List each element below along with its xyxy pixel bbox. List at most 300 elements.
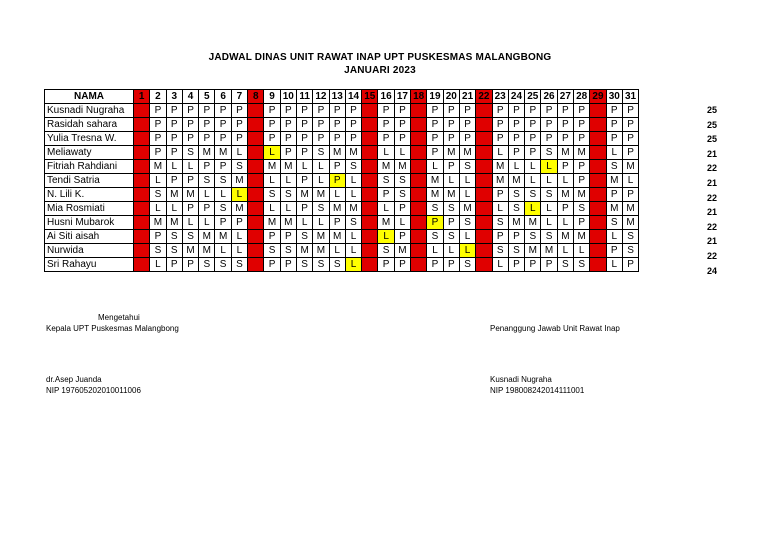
shift-cell: L xyxy=(525,174,541,188)
shift-cell: S xyxy=(166,244,182,258)
shift-cell: P xyxy=(166,118,182,132)
shift-cell: S xyxy=(443,230,459,244)
shift-cell: P xyxy=(329,118,345,132)
shift-cell: M xyxy=(134,202,150,216)
shift-cell: P xyxy=(166,174,182,188)
shift-cell: S xyxy=(378,174,394,188)
shift-cell: L xyxy=(345,258,361,272)
shift-cell: P xyxy=(264,104,280,118)
shift-cell: P xyxy=(134,244,150,258)
shift-cell: L xyxy=(215,188,231,202)
shift-cell: L xyxy=(362,202,378,216)
shift-cell: M xyxy=(280,216,296,230)
mengetahui-label: Mengetahui xyxy=(98,313,140,322)
shift-cell: P xyxy=(606,244,622,258)
shift-cell: L xyxy=(134,230,150,244)
shift-cell: S xyxy=(215,174,231,188)
shift-cell: L xyxy=(362,118,378,132)
shift-cell: S xyxy=(492,216,508,230)
shift-cell: M xyxy=(150,160,166,174)
shift-cell: M xyxy=(215,146,231,160)
staff-name: Yulia Tresna W. xyxy=(45,132,134,146)
shift-cell: M xyxy=(378,216,394,230)
shift-cell: L xyxy=(280,174,296,188)
shift-cell: S xyxy=(606,160,622,174)
shift-cell: L xyxy=(182,160,198,174)
shift-cell: S xyxy=(476,216,492,230)
staff-name: Meliawaty xyxy=(45,146,134,160)
shift-cell: P xyxy=(166,146,182,160)
shift-cell: L xyxy=(459,244,475,258)
shift-cell: L xyxy=(427,160,443,174)
day-header: 4 xyxy=(182,90,198,104)
shift-cell: L xyxy=(590,104,606,118)
shift-cell: P xyxy=(459,132,475,146)
shift-cell: S xyxy=(508,202,524,216)
shift-cell: M xyxy=(296,188,312,202)
shift-cell: P xyxy=(443,118,459,132)
shift-cell: P xyxy=(329,216,345,230)
shift-cell: S xyxy=(541,146,557,160)
shift-cell: P xyxy=(574,132,590,146)
shift-cell: L xyxy=(182,216,198,230)
shift-cell: S xyxy=(622,230,638,244)
shift-cell: P xyxy=(525,132,541,146)
shift-cell: P xyxy=(296,104,312,118)
shift-cell: P xyxy=(508,118,524,132)
shift-cell: L xyxy=(525,160,541,174)
shift-cell: S xyxy=(622,244,638,258)
shift-cell: P xyxy=(182,118,198,132)
shift-cell: P xyxy=(215,216,231,230)
shift-cell: S xyxy=(150,188,166,202)
shift-cell: L xyxy=(248,146,264,160)
shift-cell: L xyxy=(443,174,459,188)
shift-cell: M xyxy=(557,230,573,244)
row-total: 25 xyxy=(707,119,718,130)
shift-cell: L xyxy=(411,216,427,230)
shift-cell: L xyxy=(459,188,475,202)
shift-cell: L xyxy=(606,146,622,160)
shift-cell: S xyxy=(313,258,329,272)
shift-cell: L xyxy=(231,146,247,160)
shift-cell: M xyxy=(362,216,378,230)
shift-cell: S xyxy=(134,258,150,272)
shift-cell: S xyxy=(492,244,508,258)
shift-cell: S xyxy=(166,230,182,244)
shift-cell: L xyxy=(378,202,394,216)
shift-cell: S xyxy=(508,244,524,258)
shift-cell: S xyxy=(590,160,606,174)
pj-name: Kusnadi Nugraha xyxy=(490,375,552,384)
shift-cell: S xyxy=(215,258,231,272)
shift-cell: S xyxy=(590,258,606,272)
table-row xyxy=(45,174,639,188)
shift-cell: P xyxy=(411,146,427,160)
shift-cell: P xyxy=(199,160,215,174)
shift-cell: S xyxy=(411,202,427,216)
table-row xyxy=(45,118,639,132)
shift-cell: L xyxy=(215,244,231,258)
shift-cell: M xyxy=(606,174,622,188)
header-row xyxy=(45,90,639,104)
table-row xyxy=(45,244,639,258)
day-header: 8 xyxy=(248,90,264,104)
shift-cell: L xyxy=(411,104,427,118)
shift-cell: L xyxy=(329,244,345,258)
day-header: 30 xyxy=(606,90,622,104)
shift-cell: P xyxy=(622,258,638,272)
shift-cell: S xyxy=(443,202,459,216)
table-row xyxy=(45,132,639,146)
day-header: 25 xyxy=(525,90,541,104)
shift-cell: P xyxy=(248,188,264,202)
shift-cell: P xyxy=(329,104,345,118)
shift-cell: P xyxy=(508,258,524,272)
shift-cell: S xyxy=(199,174,215,188)
shift-cell: L xyxy=(313,174,329,188)
day-header: 13 xyxy=(329,90,345,104)
shift-cell: M xyxy=(313,244,329,258)
shift-cell: P xyxy=(329,160,345,174)
table-row xyxy=(45,104,639,118)
pj-nip: NIP 198008242014111001 xyxy=(490,386,585,395)
shift-cell: L xyxy=(134,104,150,118)
shift-cell: M xyxy=(378,160,394,174)
day-header: 1 xyxy=(134,90,150,104)
shift-cell: S xyxy=(280,188,296,202)
table-row xyxy=(45,188,639,202)
shift-cell: P xyxy=(492,118,508,132)
shift-cell: S xyxy=(541,188,557,202)
shift-cell: P xyxy=(574,118,590,132)
shift-cell: S xyxy=(264,244,280,258)
shift-cell: M xyxy=(525,216,541,230)
shift-cell: L xyxy=(443,244,459,258)
shift-cell: S xyxy=(345,160,361,174)
shift-cell: S xyxy=(508,188,524,202)
shift-cell: S xyxy=(459,160,475,174)
shift-cell: P xyxy=(541,104,557,118)
shift-cell: L xyxy=(541,160,557,174)
shift-cell: P xyxy=(296,146,312,160)
shift-cell: P xyxy=(199,118,215,132)
shift-cell: P xyxy=(394,132,410,146)
row-total: 22 xyxy=(707,221,718,232)
shift-cell: P xyxy=(525,104,541,118)
shift-cell: L xyxy=(362,230,378,244)
shift-cell: L xyxy=(134,132,150,146)
shift-cell: M xyxy=(248,174,264,188)
shift-cell: P xyxy=(525,258,541,272)
shift-cell: L xyxy=(313,216,329,230)
day-header: 12 xyxy=(313,90,329,104)
shift-cell: L xyxy=(590,230,606,244)
shift-cell: P xyxy=(313,118,329,132)
shift-cell: L xyxy=(476,104,492,118)
shift-cell: P xyxy=(329,174,345,188)
shift-cell: P xyxy=(231,216,247,230)
shift-cell: P xyxy=(296,174,312,188)
shift-cell: L xyxy=(411,118,427,132)
shift-cell: P xyxy=(280,132,296,146)
row-total: 21 xyxy=(707,236,718,247)
shift-cell: P xyxy=(606,132,622,146)
shift-cell: L xyxy=(557,174,573,188)
document-subtitle: JANUARI 2023 xyxy=(344,65,416,76)
shift-cell: L xyxy=(248,118,264,132)
shift-cell: M xyxy=(313,230,329,244)
shift-cell: P xyxy=(590,244,606,258)
shift-cell: L xyxy=(574,244,590,258)
shift-cell: P xyxy=(280,146,296,160)
day-header: 11 xyxy=(296,90,312,104)
day-header: 23 xyxy=(492,90,508,104)
day-header: 18 xyxy=(411,90,427,104)
shift-cell: P xyxy=(313,104,329,118)
shift-cell: M xyxy=(622,216,638,230)
shift-cell: S xyxy=(525,188,541,202)
shift-cell: P xyxy=(150,104,166,118)
shift-cell: L xyxy=(541,202,557,216)
shift-cell: M xyxy=(264,216,280,230)
shift-cell: P xyxy=(182,202,198,216)
shift-cell: L xyxy=(508,160,524,174)
shift-cell: P xyxy=(427,104,443,118)
shift-cell: L xyxy=(590,132,606,146)
shift-cell: P xyxy=(182,132,198,146)
row-total: 24 xyxy=(707,265,718,276)
day-header: 15 xyxy=(362,90,378,104)
shift-cell: P xyxy=(427,132,443,146)
shift-cell: S xyxy=(134,216,150,230)
shift-cell: L xyxy=(606,258,622,272)
kepala-nip: NIP 197605202010011006 xyxy=(46,386,141,395)
shift-cell: P xyxy=(150,118,166,132)
shift-cell: M xyxy=(574,146,590,160)
shift-cell: P xyxy=(394,202,410,216)
shift-cell: S xyxy=(459,258,475,272)
shift-cell: L xyxy=(590,188,606,202)
shift-cell: P xyxy=(280,104,296,118)
shift-cell: P xyxy=(280,118,296,132)
shift-cell: M xyxy=(476,160,492,174)
shift-cell: L xyxy=(411,258,427,272)
shift-cell: P xyxy=(394,230,410,244)
shift-cell: M xyxy=(345,146,361,160)
shift-cell: L xyxy=(411,132,427,146)
staff-name: Fitriah Rahdiani xyxy=(45,160,134,174)
shift-cell: M xyxy=(508,216,524,230)
shift-cell: M xyxy=(411,174,427,188)
shift-cell: L xyxy=(557,244,573,258)
shift-cell: S xyxy=(199,258,215,272)
shift-cell: P xyxy=(280,230,296,244)
shift-cell: L xyxy=(459,230,475,244)
shift-cell: P xyxy=(574,104,590,118)
day-header: 27 xyxy=(557,90,573,104)
shift-cell: L xyxy=(378,146,394,160)
shift-cell: S xyxy=(248,160,264,174)
shift-cell: P xyxy=(459,104,475,118)
shift-cell: M xyxy=(166,188,182,202)
shift-cell: P xyxy=(199,202,215,216)
shift-cell: M xyxy=(264,160,280,174)
shift-cell: P xyxy=(557,118,573,132)
shift-cell: S xyxy=(427,230,443,244)
shift-cell: L xyxy=(541,174,557,188)
shift-cell: P xyxy=(215,160,231,174)
day-header: 10 xyxy=(280,90,296,104)
shift-cell: P xyxy=(296,132,312,146)
table-row xyxy=(45,258,639,272)
staff-name: Sri Rahayu xyxy=(45,258,134,272)
shift-cell: M xyxy=(329,230,345,244)
shift-cell: L xyxy=(150,258,166,272)
shift-cell: L xyxy=(199,216,215,230)
shift-cell: P xyxy=(443,132,459,146)
shift-cell: P xyxy=(150,132,166,146)
shift-cell: M xyxy=(574,230,590,244)
shift-cell: L xyxy=(345,230,361,244)
shift-cell: P xyxy=(541,258,557,272)
shift-cell: S xyxy=(296,258,312,272)
shift-cell: P xyxy=(182,174,198,188)
shift-cell: M xyxy=(182,244,198,258)
shift-cell: M xyxy=(557,188,573,202)
table-row xyxy=(45,216,639,230)
shift-cell: M xyxy=(134,160,150,174)
shift-cell: S xyxy=(525,230,541,244)
shift-cell: P xyxy=(248,244,264,258)
shift-cell: M xyxy=(411,244,427,258)
shift-cell: L xyxy=(134,118,150,132)
shift-cell: P xyxy=(264,230,280,244)
day-header: 28 xyxy=(574,90,590,104)
shift-cell: P xyxy=(622,132,638,146)
shift-cell: L xyxy=(411,160,427,174)
shift-cell: P xyxy=(443,258,459,272)
shift-cell: P xyxy=(541,132,557,146)
shift-cell: P xyxy=(264,258,280,272)
shift-cell: P xyxy=(443,160,459,174)
shift-cell: P xyxy=(345,104,361,118)
shift-cell: P xyxy=(345,118,361,132)
shift-cell: L xyxy=(150,174,166,188)
shift-cell: P xyxy=(525,118,541,132)
shift-cell: P xyxy=(166,132,182,146)
shift-cell: L xyxy=(622,174,638,188)
shift-cell: P xyxy=(231,104,247,118)
shift-cell: S xyxy=(182,146,198,160)
shift-cell: P xyxy=(525,146,541,160)
shift-cell: P xyxy=(541,118,557,132)
shift-cell: M xyxy=(574,188,590,202)
shift-cell: P xyxy=(508,146,524,160)
shift-cell: L xyxy=(590,146,606,160)
shift-cell: L xyxy=(476,230,492,244)
shift-cell: S xyxy=(362,174,378,188)
shift-cell: S xyxy=(280,244,296,258)
shift-cell: L xyxy=(296,160,312,174)
shift-cell: M xyxy=(492,174,508,188)
staff-name: Rasidah sahara xyxy=(45,118,134,132)
shift-cell: M xyxy=(280,160,296,174)
shift-cell: L xyxy=(231,230,247,244)
shift-cell: P xyxy=(394,118,410,132)
shift-cell: L xyxy=(264,146,280,160)
shift-cell: P xyxy=(199,104,215,118)
staff-name: Ai Siti aisah xyxy=(45,230,134,244)
shift-cell: L xyxy=(134,146,150,160)
shift-cell: S xyxy=(541,230,557,244)
shift-cell: M xyxy=(606,202,622,216)
day-header: 9 xyxy=(264,90,280,104)
shift-cell: L xyxy=(362,146,378,160)
shift-cell: M xyxy=(231,174,247,188)
shift-cell: L xyxy=(313,160,329,174)
shift-cell: M xyxy=(199,146,215,160)
staff-name: Tendi Satria xyxy=(45,174,134,188)
shift-cell: L xyxy=(248,132,264,146)
day-header: 21 xyxy=(459,90,475,104)
shift-cell: M xyxy=(394,160,410,174)
shift-cell: L xyxy=(459,174,475,188)
shift-cell: L xyxy=(476,132,492,146)
shift-cell: S xyxy=(590,202,606,216)
shift-cell: P xyxy=(362,188,378,202)
shift-cell: P xyxy=(574,216,590,230)
name-column-header: NAMA xyxy=(45,90,134,104)
shift-cell: P xyxy=(378,258,394,272)
shift-cell: L xyxy=(231,188,247,202)
shift-cell: S xyxy=(345,216,361,230)
shift-cell: S xyxy=(329,258,345,272)
shift-cell: P xyxy=(508,132,524,146)
shift-cell: M xyxy=(508,174,524,188)
shift-cell: P xyxy=(557,160,573,174)
day-header: 6 xyxy=(215,90,231,104)
shift-cell: P xyxy=(443,104,459,118)
shift-cell: S xyxy=(296,230,312,244)
shift-cell: L xyxy=(199,188,215,202)
day-header: 26 xyxy=(541,90,557,104)
shift-cell: L xyxy=(231,244,247,258)
shift-cell: P xyxy=(231,132,247,146)
shift-cell: S xyxy=(411,188,427,202)
shift-cell: L xyxy=(476,118,492,132)
shift-cell: P xyxy=(427,118,443,132)
shift-cell: L xyxy=(248,258,264,272)
shift-cell: S xyxy=(362,160,378,174)
shift-cell: P xyxy=(215,104,231,118)
shift-cell: P xyxy=(508,104,524,118)
shift-cell: P xyxy=(215,132,231,146)
shift-cell: P xyxy=(231,118,247,132)
shift-cell: M xyxy=(459,146,475,160)
shift-cell: P xyxy=(313,132,329,146)
row-total: 22 xyxy=(707,192,718,203)
shift-cell: L xyxy=(541,216,557,230)
shift-cell: L xyxy=(378,230,394,244)
shift-cell: P xyxy=(492,230,508,244)
shift-cell: P xyxy=(476,174,492,188)
shift-cell: P xyxy=(199,132,215,146)
table-row xyxy=(45,146,639,160)
shift-cell: M xyxy=(476,202,492,216)
shift-cell: P xyxy=(378,132,394,146)
shift-cell: P xyxy=(134,188,150,202)
